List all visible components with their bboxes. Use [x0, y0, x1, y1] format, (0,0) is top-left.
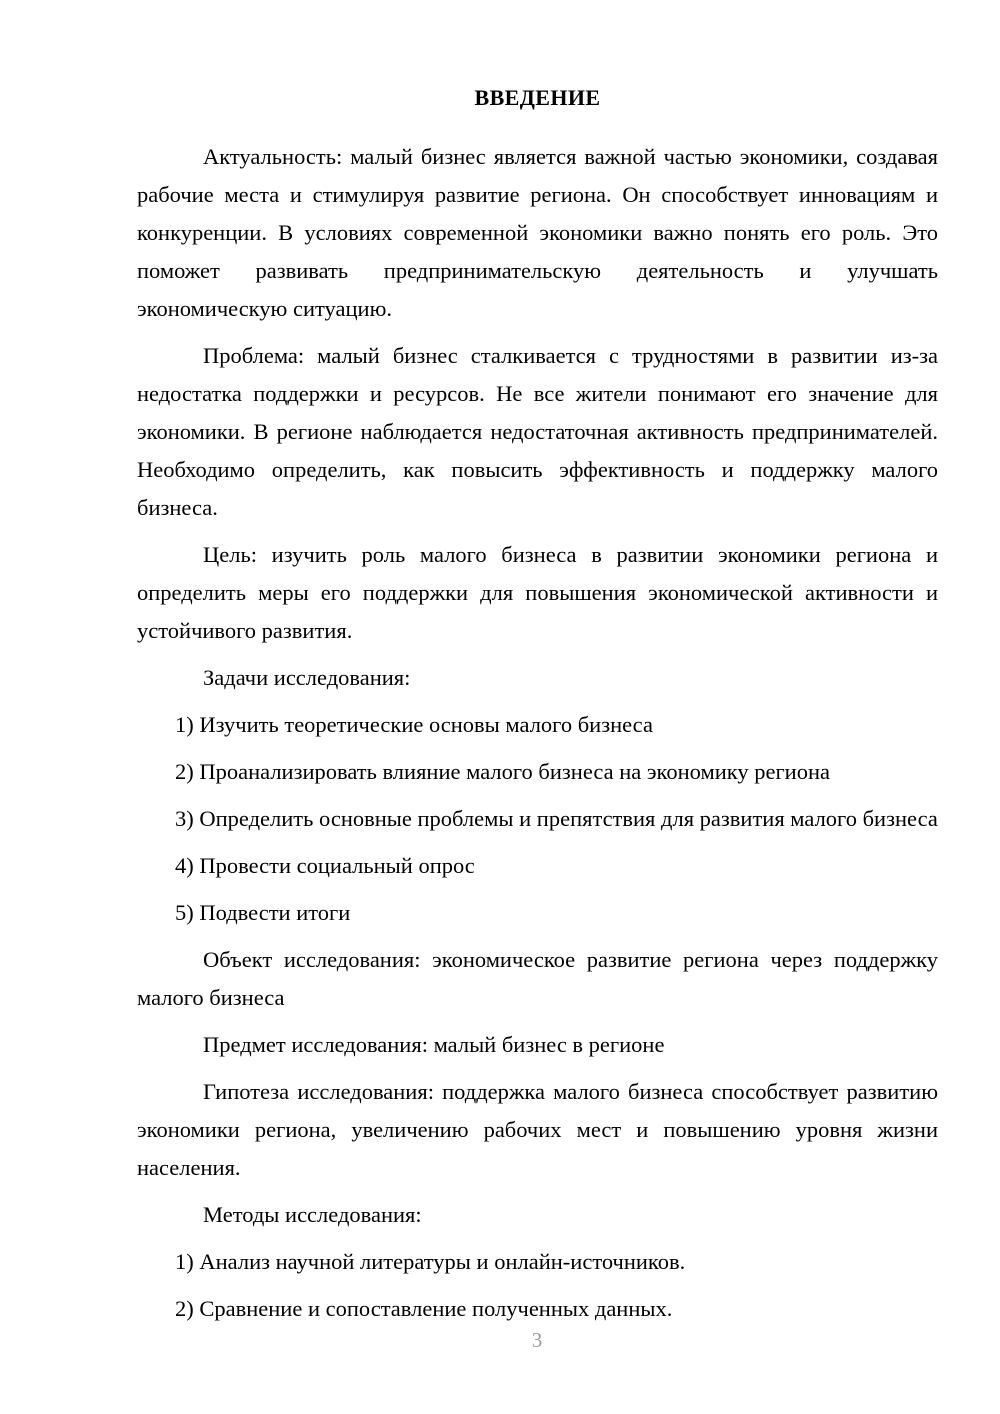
page-number: 3 [531, 1328, 543, 1352]
paragraph-relevance: Актуальность: малый бизнес является важной частью экономики, создавая рабочие места и стимулируя развитие региона. Он способствует инновациям и конкуренции. В условиях современной экономики важно понять его роль. Это поможет развивать предпринимательскую деятельность и улучшать экономическую ситуацию. [137, 143, 938, 321]
task-list-item-1: 1) Изучить теоретические основы малого бизнеса [175, 711, 653, 737]
paragraph-goal: Цель: изучить роль малого бизнеса в развитии экономики региона и определить меры его поддержки для повышения экономической активности и устойчивого развития. [137, 541, 938, 643]
task-list-item-4: 4) Провести социальный опрос [175, 852, 475, 878]
paragraph-object: Объект исследования: экономическое развитие региона через поддержку малого бизнеса [137, 946, 938, 1010]
paragraph-problem: Проблема: малый бизнес сталкивается с трудностями в развитии из-за недостатка поддержки и ресурсов. Не все жители понимают его значение для экономики. В регионе наблюдается недостаточная активность предпринимателей. Необходимо определить, как повысить эффективность и поддержку малого бизнеса. [137, 342, 938, 520]
method-list-item-2: 2) Сравнение и сопоставление полученных данных. [175, 1295, 673, 1321]
paragraph-subject: Предмет исследования: малый бизнес в регионе [203, 1031, 665, 1057]
page-title: ВВЕДЕНИЕ [474, 85, 601, 110]
tasks-heading: Задачи исследования: [203, 664, 411, 690]
task-list-item-5: 5) Подвести итоги [175, 899, 351, 925]
method-list-item-1: 1) Анализ научной литературы и онлайн-источников. [175, 1248, 686, 1274]
methods-heading: Методы исследования: [203, 1201, 422, 1227]
task-list-item-3: 3) Определить основные проблемы и препятствия для развития малого бизнеса [175, 805, 938, 831]
task-list-item-2: 2) Проанализировать влияние малого бизнеса на экономику региона [175, 758, 831, 784]
document-content [137, 84, 938, 1337]
paragraph-hypothesis: Гипотеза исследования: поддержка малого бизнеса способствует развитию экономики региона, увеличению рабочих мест и повышению уровня жизни населения. [137, 1078, 938, 1180]
